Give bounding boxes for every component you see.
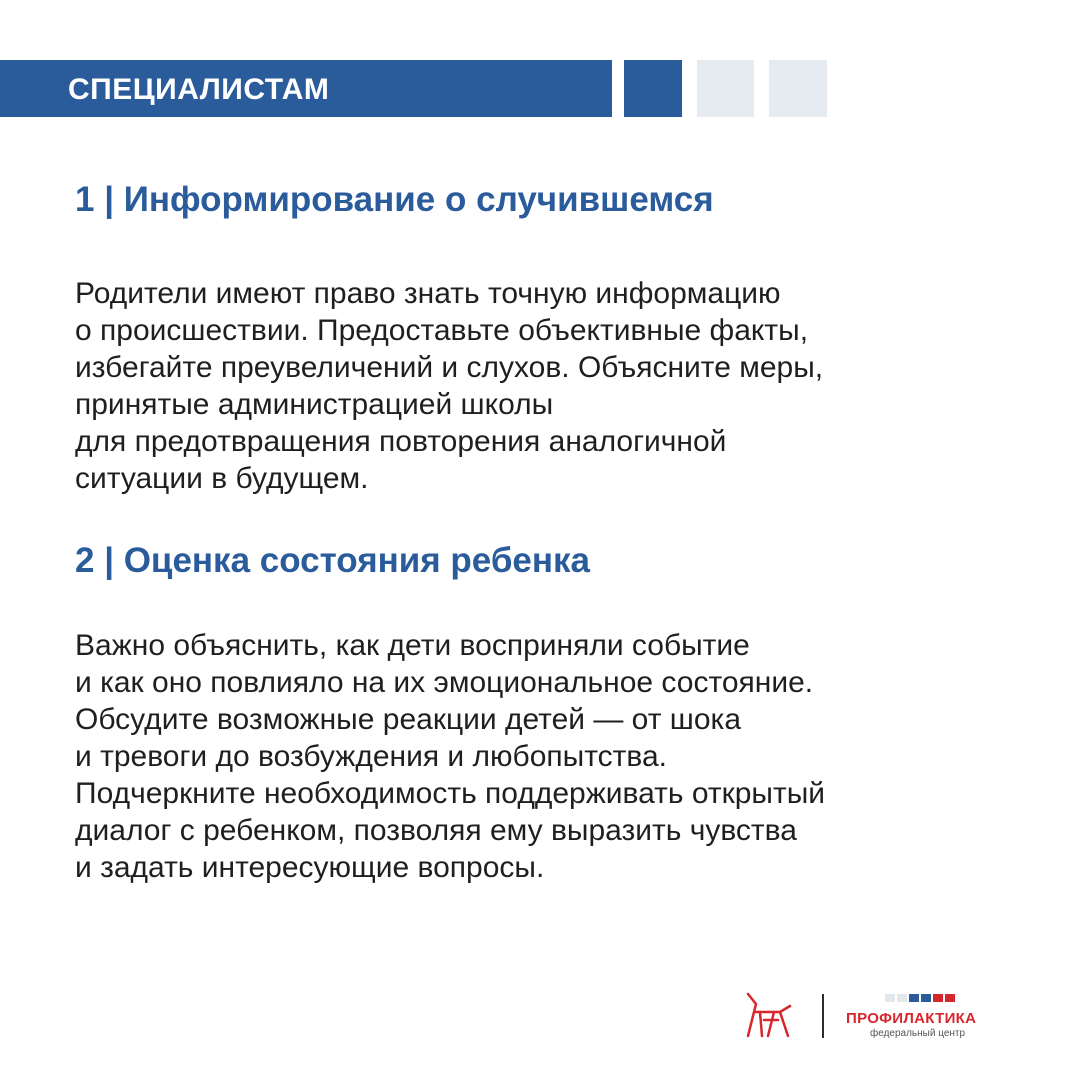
logo-divider — [822, 994, 824, 1038]
decor-square-dark — [624, 60, 682, 117]
header-banner — [0, 60, 612, 117]
section-body — [75, 627, 1035, 886]
section-body — [75, 275, 1035, 497]
body-line: Родители имеют право знать точную информацию — [75, 277, 781, 310]
decor-square-light — [697, 60, 754, 117]
body-line: и задать интересующие вопросы. — [75, 851, 545, 884]
body-line: принятые администрацией школы — [75, 388, 554, 421]
logo-subtitle: федеральный центр — [870, 1028, 966, 1039]
body-line: и как оно повлияло на их эмоциональное состояние. — [75, 666, 814, 699]
decor-square-light — [769, 60, 827, 117]
body-line: ситуации в будущем. — [75, 462, 369, 495]
section-heading: 1 | Информирование о случившемся — [75, 180, 714, 219]
banner-title: СПЕЦИАЛИСТАМ — [68, 73, 330, 106]
body-line: диалог с ребенком, позволяя ему выразить чувства — [75, 814, 797, 847]
body-line: избегайте преувеличений и слухов. Объясните меры, — [75, 351, 824, 384]
body-line: Важно объяснить, как дети восприняли событие — [75, 629, 750, 662]
body-line: Обсудите возможные реакции детей — от шока — [75, 703, 742, 736]
body-line: для предотвращения повторения аналогичной — [75, 425, 727, 458]
body-line: и тревоги до возбуждения и любопытства. — [75, 740, 667, 773]
body-line: о происшествии. Предоставьте объективные факты, — [75, 314, 809, 347]
body-line: Подчеркните необходимость поддерживать открытый — [75, 777, 826, 810]
horse-icon — [742, 990, 798, 1040]
section-heading: 2 | Оценка состояния ребенка — [75, 541, 591, 580]
logo-title: ПРОФИЛАКТИКА — [846, 1010, 977, 1027]
logo-flag-bars — [885, 994, 955, 1002]
